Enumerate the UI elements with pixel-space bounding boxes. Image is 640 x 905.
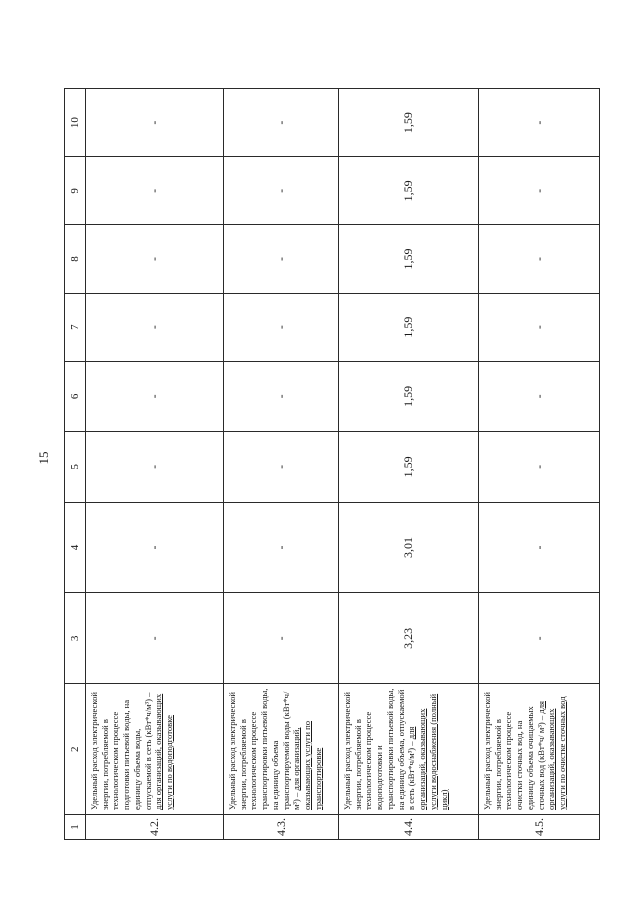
- value-cell: -: [224, 502, 339, 593]
- value-cell: -: [479, 157, 600, 225]
- value-cell: 1,59: [339, 157, 479, 225]
- header-cell: 2: [65, 684, 86, 815]
- row-number: 4.5.: [479, 815, 600, 840]
- header-cell: 8: [65, 225, 86, 293]
- row-number: 4.4.: [339, 815, 479, 840]
- value-cell: -: [224, 432, 339, 502]
- row-number: 4.3.: [224, 815, 339, 840]
- value-cell: -: [224, 361, 339, 431]
- value-cell: -: [224, 593, 339, 684]
- value-cell: -: [224, 89, 339, 157]
- table-row: [339, 89, 479, 840]
- value-cell: -: [479, 502, 600, 593]
- value-cell: -: [479, 593, 600, 684]
- value-cell: -: [479, 361, 600, 431]
- page-number: 15: [36, 451, 51, 465]
- value-cell: -: [479, 225, 600, 293]
- value-cell: -: [86, 502, 224, 593]
- value-cell: -: [224, 225, 339, 293]
- value-cell: -: [86, 593, 224, 684]
- header-cell: 9: [65, 157, 86, 225]
- header-cell: 5: [65, 432, 86, 502]
- header-cell: 3: [65, 593, 86, 684]
- value-cell: -: [224, 293, 339, 361]
- rotated-table-area: [64, 88, 568, 840]
- table-row: [86, 89, 224, 840]
- value-cell: -: [224, 157, 339, 225]
- header-cell: 4: [65, 502, 86, 593]
- row-description: Удельный расход электрической энергии, потребляемой в технологическом процессе водоподготовки и транспортировки питьевой воды, на единицу объема, отпускаемой в сеть (кВт*ч/м³) – для организаций, оказывающих услуги водоснабжения (полный цикл): [339, 684, 479, 815]
- value-cell: 1,59: [339, 361, 479, 431]
- row-description: Удельный расход электрической энергии, потребляемой в технологическом процессе подготовки питьевой воды, на единицу объема воды, отпускаемой в сеть (кВт*ч/м³) – для организаций, оказывающих услуги по водоподготовке: [86, 684, 224, 815]
- header-cell: 10: [65, 89, 86, 157]
- value-cell: -: [479, 89, 600, 157]
- indicators-table: [64, 88, 600, 840]
- value-cell: -: [86, 432, 224, 502]
- value-cell: 1,59: [339, 293, 479, 361]
- value-cell: -: [479, 432, 600, 502]
- table-row: [224, 89, 339, 840]
- row-description: Удельный расход электрической энергии, потребляемой в технологическом процессе очистки сточных вод, на единицу объема очищаемых сточных вод (кВт*ч/ м³) – для организаций, оказывающих услуги по очистке сточных вод: [479, 684, 600, 815]
- value-cell: -: [86, 89, 224, 157]
- row-number: 4.2.: [86, 815, 224, 840]
- value-cell: 3,23: [339, 593, 479, 684]
- value-cell: -: [86, 225, 224, 293]
- value-cell: 1,59: [339, 89, 479, 157]
- value-cell: -: [479, 293, 600, 361]
- row-description: Удельный расход электрической энергии, потребляемой в технологическом процессе транспортировки питьевой воды, на единицу объема транспортируемой воды (кВт*ч/м³) – для организаций, оказывающих услуги по транспортировке: [224, 684, 339, 815]
- header-cell: 6: [65, 361, 86, 431]
- header-cell: 1: [65, 815, 86, 840]
- value-cell: 1,59: [339, 225, 479, 293]
- value-cell: 3,01: [339, 502, 479, 593]
- table-row: [479, 89, 600, 840]
- value-cell: -: [86, 157, 224, 225]
- value-cell: -: [86, 361, 224, 431]
- value-cell: 1,59: [339, 432, 479, 502]
- header-cell: 7: [65, 293, 86, 361]
- value-cell: -: [86, 293, 224, 361]
- header-row: [65, 89, 86, 840]
